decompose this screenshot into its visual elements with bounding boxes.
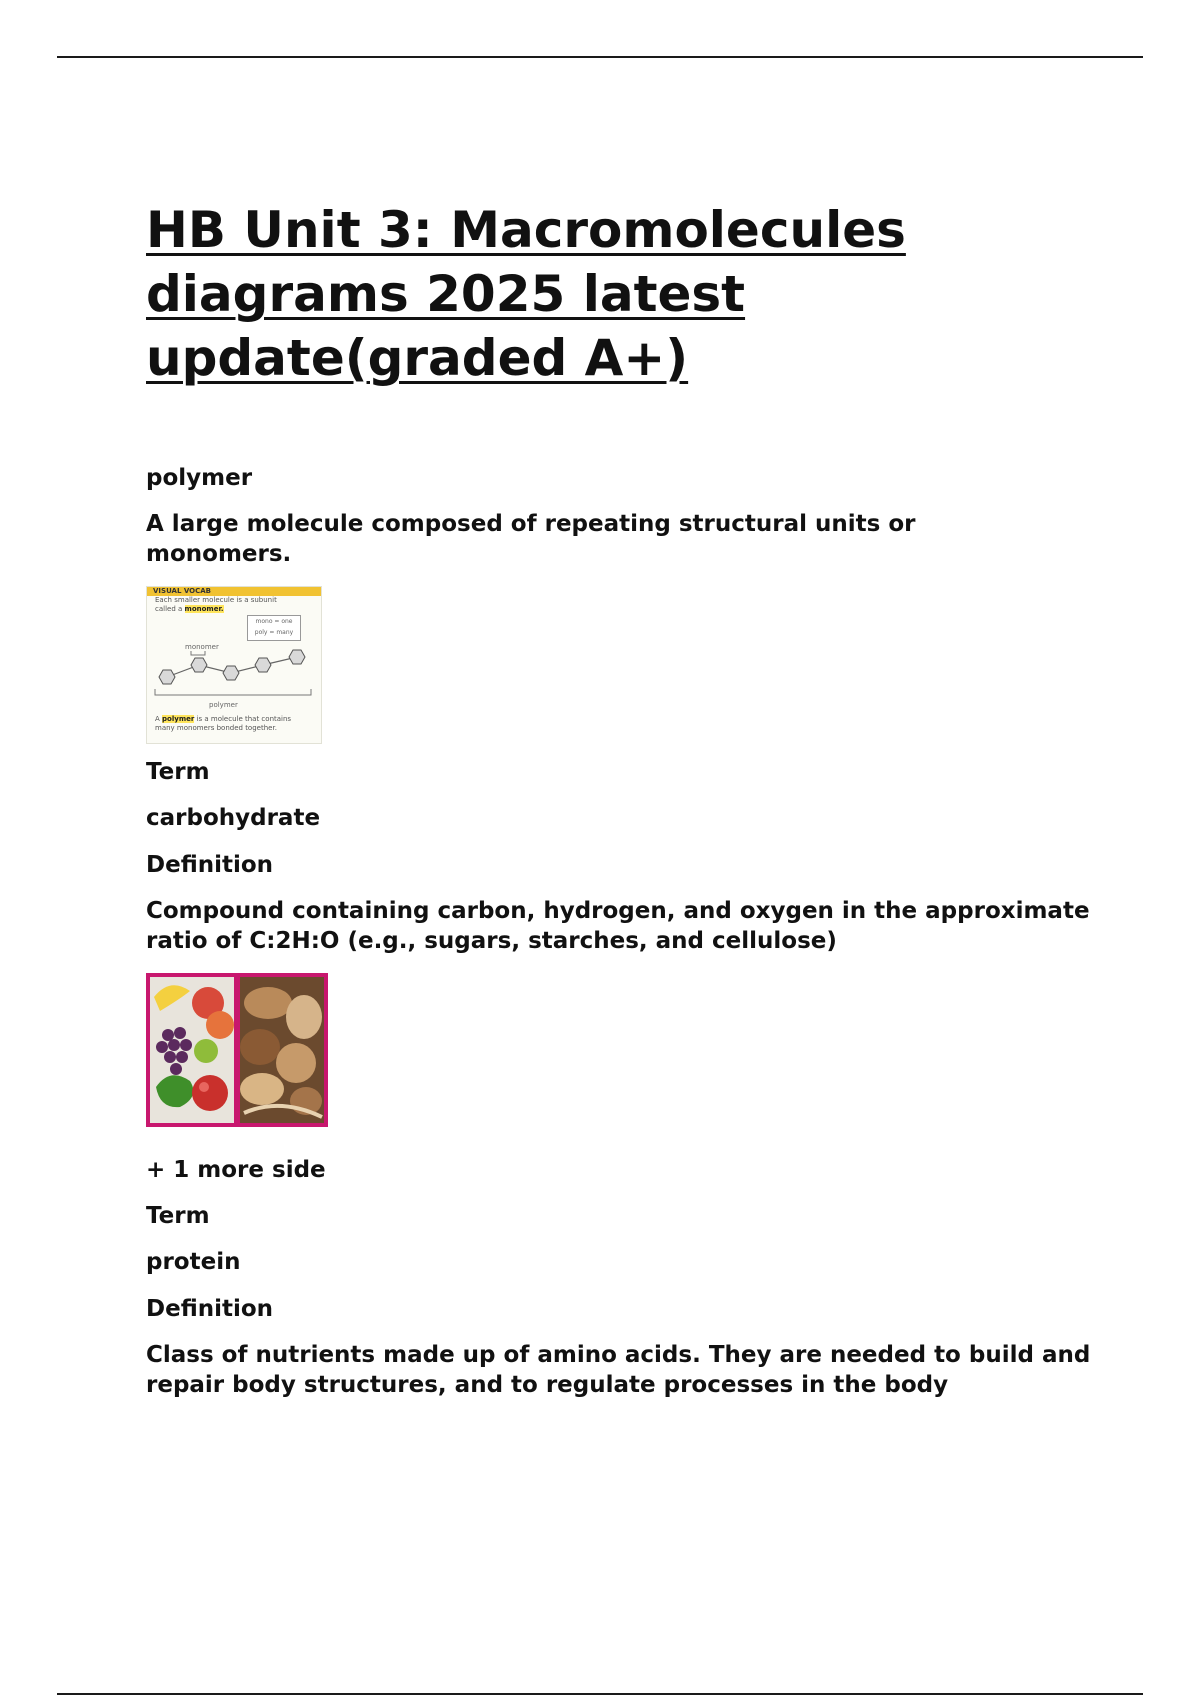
monomer-hexagon [289, 650, 305, 664]
polymer-chain-diagram [147, 637, 322, 715]
carbohydrate-food-image [146, 973, 328, 1127]
figure-header: VISUAL VOCAB [147, 587, 321, 596]
term-protein: protein [146, 1249, 241, 1275]
polymer-diagram [146, 586, 322, 744]
polymer-label: polymer [209, 701, 238, 709]
figure-caption-line-1: Each smaller molecule is a subunit [155, 596, 277, 604]
definition-polymer: A large molecule composed of repeating structural units or monomers. [146, 511, 916, 567]
figure-caption-line-2: called a monomer. [155, 605, 224, 613]
figure-note-box: mono = one poly = many [247, 615, 301, 641]
top-rule [57, 56, 1143, 58]
term-label: Term [146, 759, 210, 785]
monomer-label: monomer [185, 643, 219, 651]
monomer-hexagon [191, 658, 207, 672]
more-sides-link[interactable]: + 1 more side [146, 1157, 326, 1183]
definition-label: Definition [146, 852, 274, 878]
document-title: HB Unit 3: Macromolecules diagrams 2025 latest update(graded A+) [146, 201, 906, 387]
monomer-hexagon [255, 658, 271, 672]
definition-label: Definition [146, 1296, 274, 1322]
monomer-hexagon [223, 666, 239, 680]
document-body [146, 198, 1106, 1398]
figure-footnote: A polymer is a molecule that contains many monomers bonded together. [155, 715, 292, 732]
definition-protein: Class of nutrients made up of amino acids. They are needed to build and repair body structures, and to regulate processes in the body [146, 1342, 1091, 1398]
term-label: Term [146, 1203, 210, 1229]
term-carbohydrate: carbohydrate [146, 805, 321, 831]
bottom-rule [57, 1693, 1143, 1695]
term-polymer: polymer [146, 465, 253, 491]
monomer-hexagon [159, 670, 175, 684]
fruits-and-breads-photo [150, 977, 324, 1123]
definition-carbohydrate: Compound containing carbon, hydrogen, and oxygen in the approximate ratio of C:2H:O (e.g., sugars, starches, and cellulose) [146, 898, 1090, 954]
